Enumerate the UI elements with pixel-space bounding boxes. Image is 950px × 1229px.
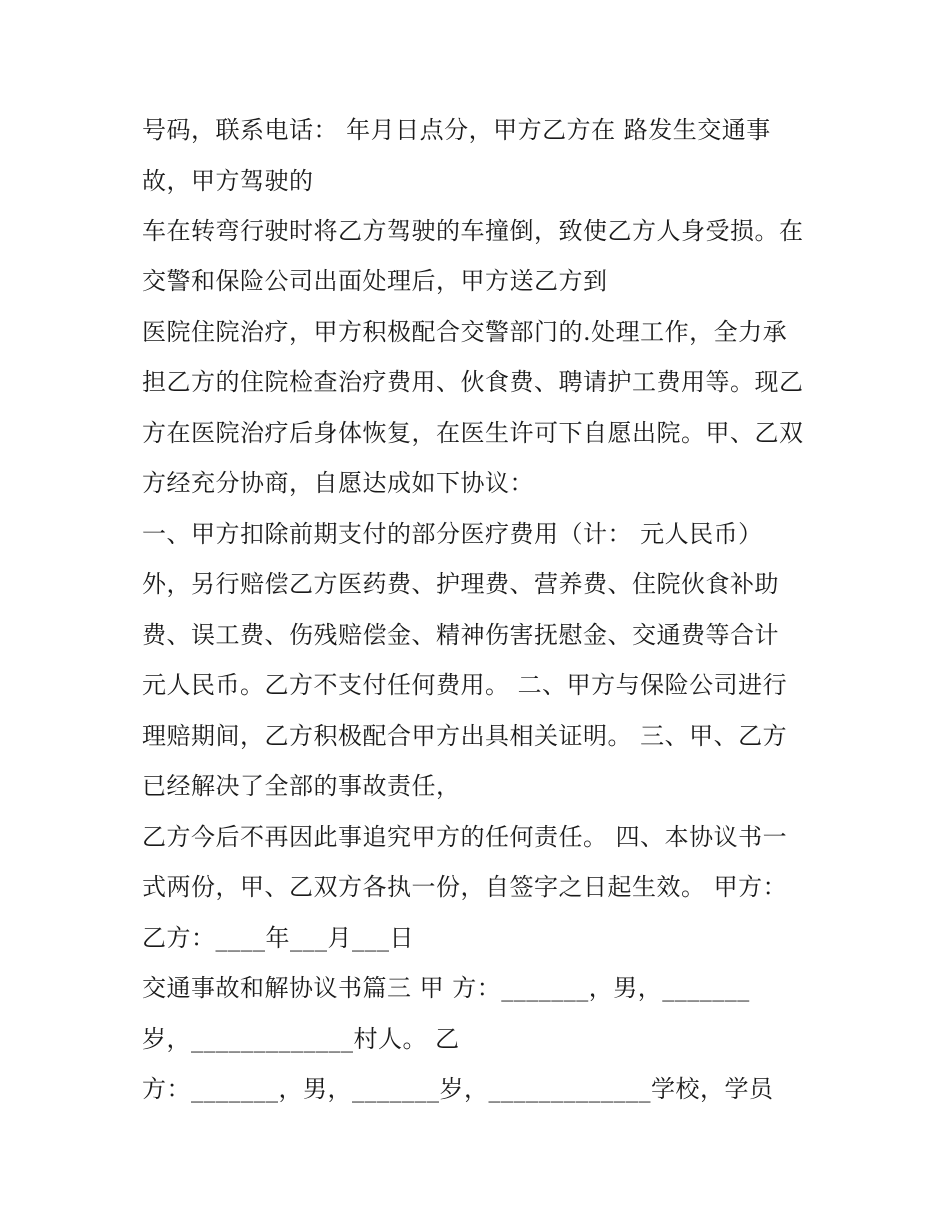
text-line: 号码，联系电话： 年月日点分，甲方乙方在 路发生交通事 — [142, 116, 771, 144]
text-line: 外，另行赔偿乙方医药费、护理费、营养费、住院伙食补助 — [142, 570, 779, 598]
text-line: 方在医院治疗后身体恢复，在医生许可下自愿出院。甲、乙双 — [142, 419, 804, 447]
text-line: 乙方今后不再因此事追究甲方的任何责任。 四、本协议书一 — [142, 823, 788, 851]
text-line: 理赔期间，乙方积极配合甲方出具相关证明。 三、甲、乙方 — [142, 722, 788, 750]
text-line: 已经解决了全部的事故责任， — [142, 772, 461, 800]
text-line: 元人民币。乙方不支付任何费用。 二、甲方与保险公司进行 — [142, 671, 788, 699]
text-line: 费、误工费、伤残赔偿金、精神伤害抚慰金、交通费等合计 — [142, 621, 779, 649]
text-line: 一、甲方扣除前期支付的部分医疗费用（计： 元人民币） — [142, 520, 763, 548]
text-line: 方：_______，男，_______岁，_____________学校，学员 — [142, 1075, 774, 1103]
text-line: 岁，_____________村人。 乙 — [142, 1025, 460, 1053]
text-line: 交通事故和解协议书篇三 甲 方：_______，男，_______ — [142, 974, 750, 1002]
text-line: 车在转弯行驶时将乙方驾驶的车撞倒，致使乙方人身受损。在 — [142, 217, 804, 245]
text-line: 方经充分协商，自愿达成如下协议： — [142, 469, 534, 497]
text-line: 担乙方的住院检查治疗费用、伙食费、聘请护工费用等。现乙 — [142, 368, 804, 396]
text-line: 乙方：____年___月___日 — [142, 924, 414, 952]
text-line: 故，甲方驾驶的 — [142, 167, 314, 195]
text-line: 式两份，甲、乙双方各执一份，自签字之日起生效。 甲方： — [142, 873, 788, 901]
text-line: 医院住院治疗，甲方积极配合交警部门的.处理工作，全力承 — [142, 318, 788, 346]
text-line: 交警和保险公司出面处理后，甲方送乙方到 — [142, 267, 608, 295]
